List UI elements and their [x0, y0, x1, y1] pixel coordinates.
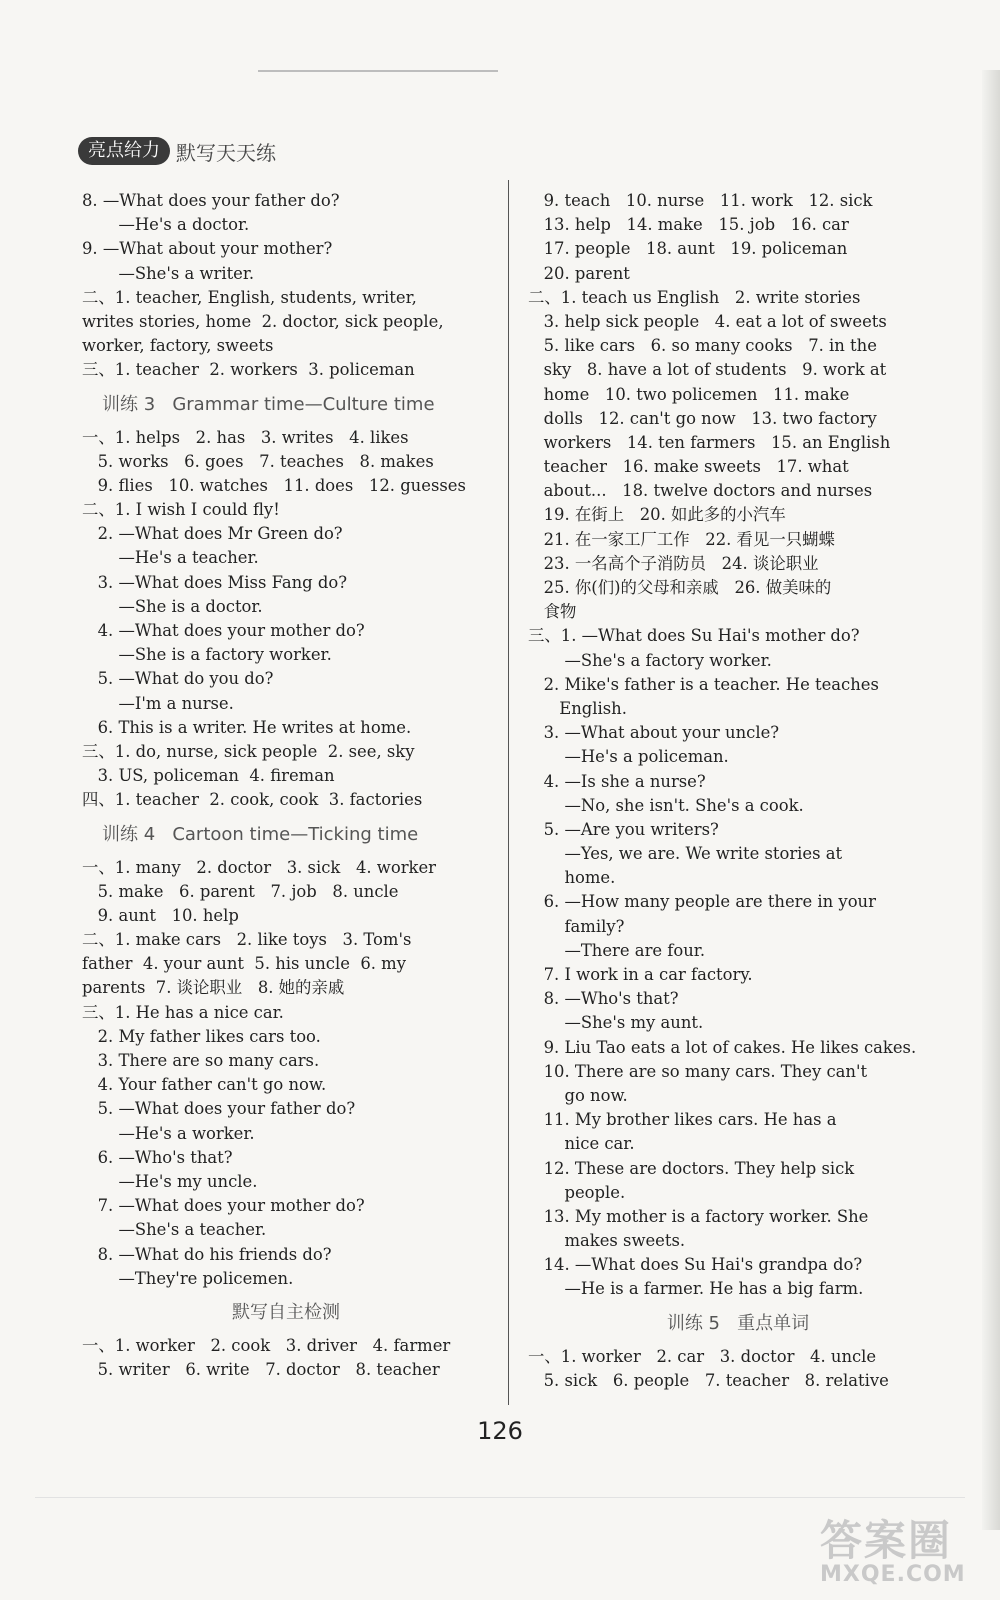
answer-line: 9. flies 10. watches 11. does 12. guesses [82, 475, 466, 495]
answer-line: 三、1. teacher 2. workers 3. policeman [82, 360, 415, 380]
answer-line: —Yes, we are. We write stories at [528, 844, 843, 864]
answer-line: people. [528, 1182, 626, 1202]
answer-line: —No, she isn't. She's a cook. [528, 795, 804, 815]
answer-line: worker, factory, sweets [82, 336, 274, 356]
answer-line: —I'm a nurse. [82, 693, 234, 713]
brand-badge: 亮点给力 [78, 137, 170, 165]
answer-line: 3. There are so many cars. [82, 1051, 320, 1070]
answer-line: 三、1. —What does Su Hai's mother do? [528, 626, 860, 646]
answer-line: 8. —What do his friends do? [82, 1244, 332, 1264]
answer-line: —He's my uncle. [82, 1171, 258, 1191]
section-heading: 默写自主检测 [232, 1301, 340, 1323]
answer-line: 6. This is a writer. He writes at home. [82, 717, 412, 737]
answer-line: 9. —What about your mother? [82, 239, 333, 259]
answer-line: father 4. your aunt 5. his uncle 6. my [82, 954, 406, 974]
answer-line: —He's a policeman. [528, 747, 729, 767]
answer-line: 13. help 14. make 15. job 16. car [528, 215, 849, 235]
answer-line: 8. —What does your father do? [82, 191, 340, 210]
page-header [78, 136, 276, 166]
answer-line: 一、1. helps 2. has 3. writes 4. likes [82, 427, 409, 447]
section-heading: 训练 4 Cartoon time—Ticking time [102, 823, 419, 845]
answer-line: 5. make 6. parent 7. job 8. uncle [82, 881, 399, 901]
answer-line: —She's a factory worker. [528, 650, 772, 670]
watermark-logo [820, 1508, 990, 1588]
answer-line: 7. —What does your mother do? [82, 1196, 365, 1216]
answer-line: 2. My father likes cars too. [82, 1026, 321, 1046]
answer-line: go now. [528, 1085, 628, 1105]
answer-line: 20. parent [528, 263, 630, 283]
answer-line: —She's my aunt. [528, 1013, 704, 1033]
answer-line: 21. 在一家工厂工作 22. 看见一只蝴蝶 [528, 529, 835, 549]
answer-line: 一、1. worker 2. cook 3. driver 4. farmer [82, 1335, 451, 1355]
watermark-url: MXQE.COM [820, 1562, 966, 1587]
page-number: 126 [477, 1417, 523, 1445]
answer-line: —There are four. [528, 940, 706, 960]
answer-line: 5. —What do you do? [82, 669, 274, 689]
answer-line: 6. —Who's that? [82, 1147, 233, 1167]
answer-line: —They're policemen. [82, 1268, 294, 1288]
answer-line: workers 14. ten farmers 15. an English [528, 432, 891, 452]
section-heading: 训练 3 Grammar time—Culture time [102, 393, 435, 415]
answer-line: 5. sick 6. people 7. teacher 8. relative [528, 1370, 889, 1390]
answer-line: 9. teach 10. nurse 11. work 12. sick [528, 191, 873, 210]
answer-line: 11. My brother likes cars. He has a [528, 1110, 837, 1130]
section-heading: 训练 5 重点单词 [666, 1312, 810, 1334]
answer-line: 3. help sick people 4. eat a lot of sweets [528, 311, 887, 331]
answer-line: 25. 你(们)的父母和亲戚 26. 做美味的 [528, 578, 832, 597]
answer-line: —She's a writer. [82, 263, 255, 283]
answer-line: 一、1. many 2. doctor 3. sick 4. worker [82, 857, 436, 877]
answer-line: 12. These are doctors. They help sick [528, 1158, 855, 1178]
bottom-rule [35, 1497, 965, 1498]
page-edge-shadow [982, 70, 1000, 1530]
answer-line: 4. Your father can't go now. [82, 1075, 327, 1095]
answer-line: 四、1. teacher 2. cook, cook 3. factories [82, 790, 423, 810]
answer-line: 6. —How many people are there in your [528, 892, 876, 912]
answer-line: home. [528, 868, 616, 888]
answer-line: 2. Mike's father is a teacher. He teaches [528, 674, 879, 694]
answer-line: 9. Liu Tao eats a lot of cakes. He likes cakes. [528, 1037, 917, 1057]
answer-line: nice car. [528, 1134, 635, 1154]
column-divider [508, 180, 509, 1405]
answer-line: teacher 16. make sweets 17. what [528, 457, 849, 477]
answer-line: 5. —What does your father do? [82, 1099, 356, 1119]
answer-line: 17. people 18. aunt 19. policeman [528, 239, 848, 259]
answer-line: —He's a worker. [82, 1123, 255, 1143]
series-title: 默写天天练 [176, 140, 276, 165]
answer-line: sky 8. have a lot of students 9. work at [528, 360, 887, 380]
answer-line: family? [528, 916, 625, 936]
answer-line: 4. —Is she a nurse? [528, 771, 706, 791]
top-rule [258, 70, 498, 72]
answer-line: —He's a teacher. [82, 548, 259, 568]
watermark-logo-text: 答案圈 [820, 1516, 953, 1565]
answer-line: 三、1. do, nurse, sick people 2. see, sky [82, 741, 415, 761]
answer-line: makes sweets. [528, 1231, 686, 1251]
right-column [528, 189, 948, 1393]
answer-line: —She's a teacher. [82, 1220, 267, 1240]
answer-line: English. [528, 698, 627, 718]
answer-line: —She is a doctor. [82, 596, 263, 616]
answer-line: 三、1. He has a nice car. [82, 1002, 284, 1022]
answer-line: 8. —Who's that? [528, 989, 679, 1009]
answer-line: about... 18. twelve doctors and nurses [528, 481, 873, 501]
answer-line: 二、1. teacher, English, students, writer, [82, 287, 417, 307]
answer-line: 7. I work in a car factory. [528, 965, 753, 984]
answer-line: home 10. two policemen 11. make [528, 384, 850, 404]
answer-line: 3. —What does Miss Fang do? [82, 572, 348, 592]
answer-line: 13. My mother is a factory worker. She [528, 1206, 869, 1226]
answer-line: 5. works 6. goes 7. teaches 8. makes [82, 451, 434, 471]
answer-line: 10. There are so many cars. They can't [528, 1061, 868, 1081]
answer-line: 一、1. worker 2. car 3. doctor 4. uncle [528, 1346, 877, 1366]
answer-line: 3. —What about your uncle? [528, 723, 780, 743]
answer-line: —He's a doctor. [82, 215, 250, 235]
answer-line: 3. US, policeman 4. fireman [82, 766, 335, 786]
answer-line: —He is a farmer. He has a big farm. [528, 1279, 864, 1299]
answer-line: 2. —What does Mr Green do? [82, 524, 343, 544]
answer-line: 5. like cars 6. so many cooks 7. in the [528, 336, 877, 356]
left-column [82, 189, 490, 1382]
answer-line: 二、1. I wish I could fly! [82, 500, 280, 520]
answer-line: 5. writer 6. write 7. doctor 8. teacher [82, 1360, 440, 1380]
answer-line: 5. —Are you writers? [528, 819, 719, 839]
answer-line: 19. 在街上 20. 如此多的小汽车 [528, 505, 786, 525]
answer-line: 14. —What does Su Hai's grandpa do? [528, 1255, 863, 1275]
answer-line: 二、1. teach us English 2. write stories [528, 287, 861, 307]
answer-line: 9. aunt 10. help [82, 905, 239, 925]
answer-line: 二、1. make cars 2. like toys 3. Tom's [82, 930, 412, 950]
answer-line: —She is a factory worker. [82, 645, 332, 665]
answer-line: 4. —What does your mother do? [82, 621, 365, 640]
answer-line: 食物 [528, 602, 577, 622]
answer-line: writes stories, home 2. doctor, sick people, [82, 311, 444, 331]
answer-line: parents 7. 谈论职业 8. 她的亲戚 [82, 978, 345, 998]
answer-line: dolls 12. can't go now 13. two factory [528, 408, 877, 428]
answer-line: 23. 一名高个子消防员 24. 谈论职业 [528, 553, 819, 573]
